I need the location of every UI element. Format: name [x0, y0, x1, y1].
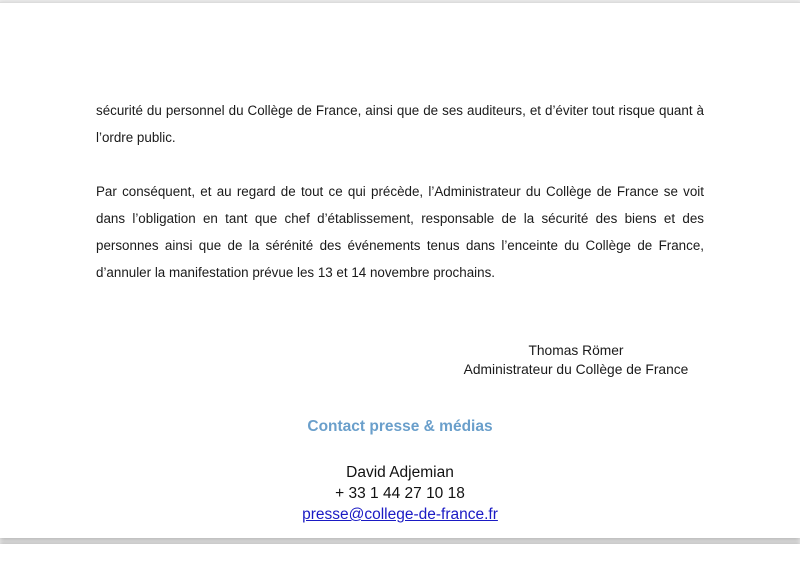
contact-heading: Contact presse & médias	[307, 418, 493, 435]
contact-email-link[interactable]: presse@college-de-france.fr	[302, 506, 498, 523]
contact-phone: + 33 1 44 27 10 18	[335, 485, 465, 502]
signature-block	[440, 341, 712, 379]
contact-name: David Adjemian	[346, 464, 454, 481]
signatory-name: Thomas Römer	[528, 343, 624, 358]
contact-block	[0, 462, 800, 525]
paragraph-security: sécurité du personnel du Collège de France, ainsi que de ses auditeurs, et d’éviter tout risque quant à l’ordre public.	[96, 103, 704, 145]
signatory-role: Administrateur du Collège de France	[463, 362, 689, 377]
document-page	[0, 2, 800, 538]
paragraph-cancellation: Par conséquent, et au regard de tout ce qui précède, l’Administrateur du Collège de France se voit dans l’obligation en tant que chef d’établissement, responsable de la sécurité des biens et des personnes ainsi que de la sérénité des événements tenus dans l’enceinte du Collège de France, d’annuler la manifestation prévue les 13 et 14 novembre prochains.	[96, 184, 704, 280]
next-page-edge	[0, 544, 800, 574]
